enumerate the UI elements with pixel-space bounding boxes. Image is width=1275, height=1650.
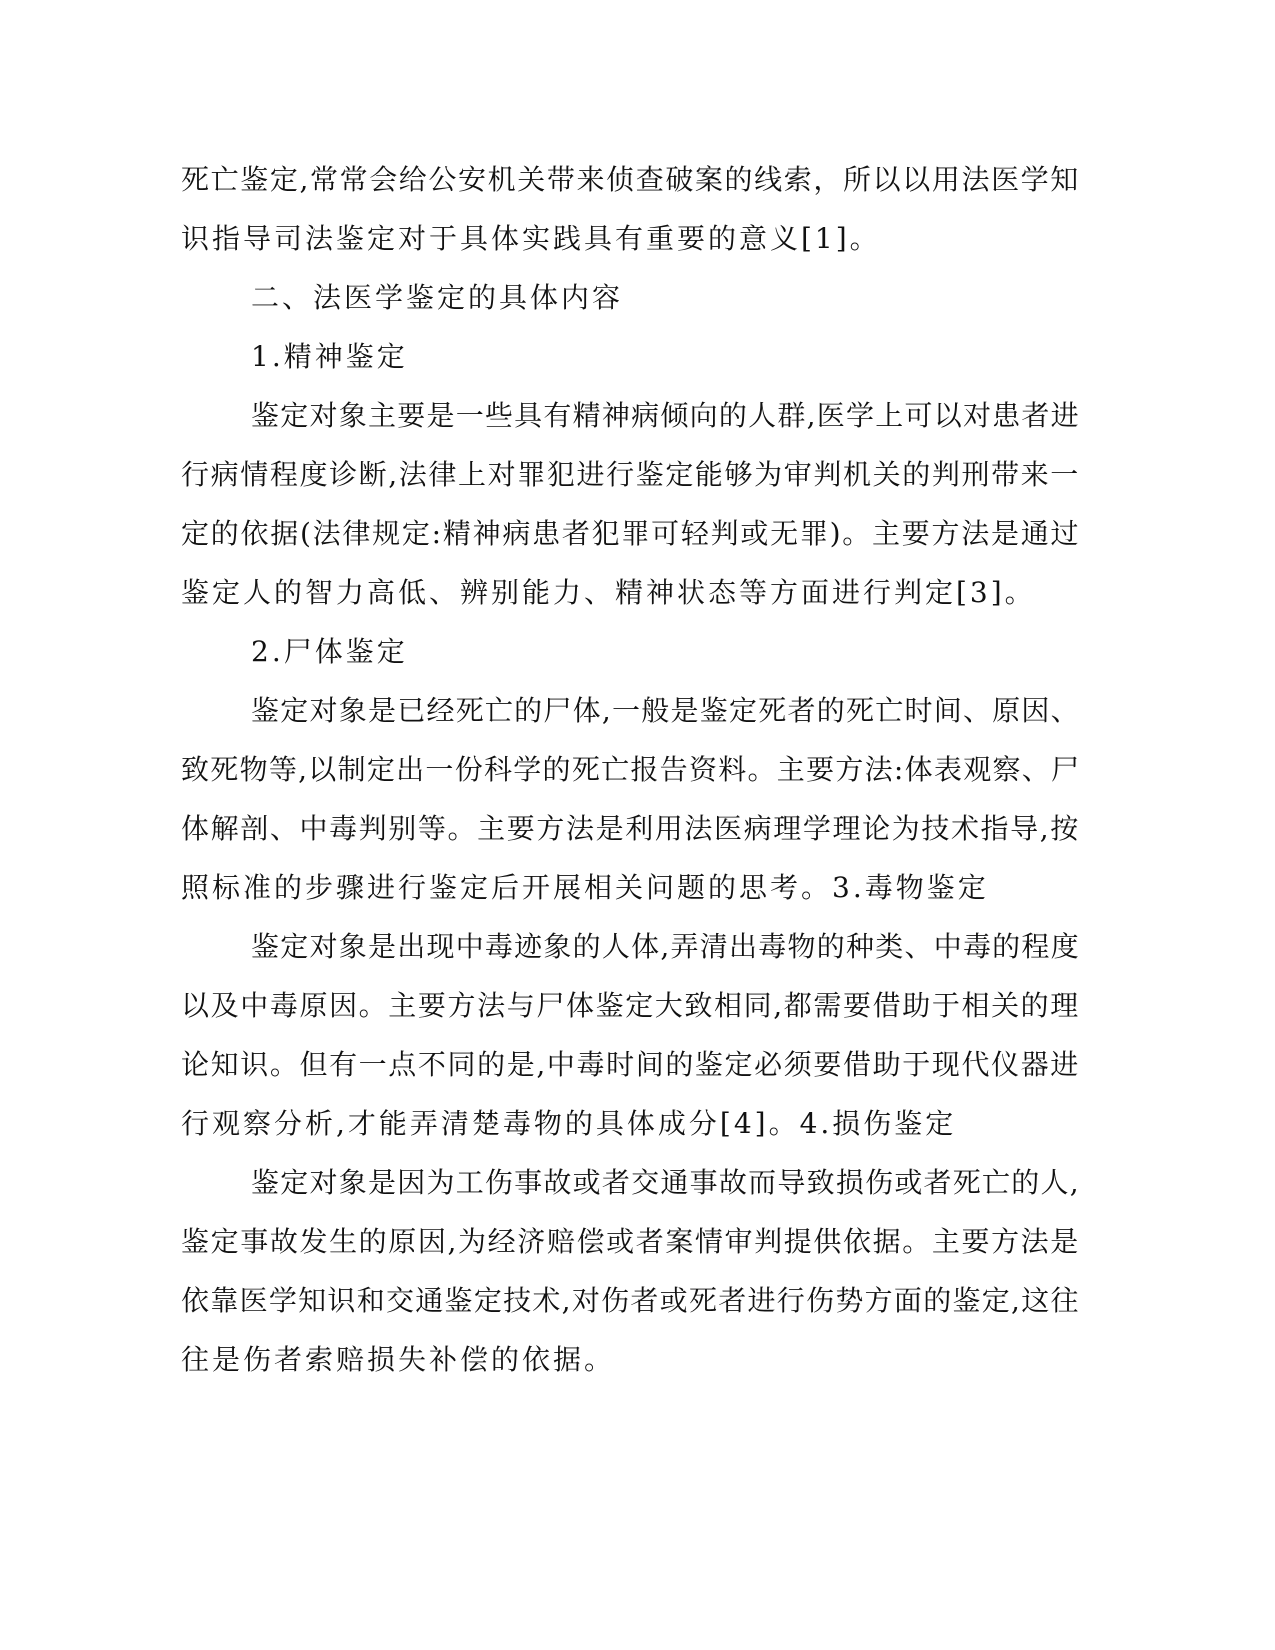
text-line: 鉴定对象是出现中毒迹象的人体,弄清出毒物的种类、中毒的程度 [251, 930, 1080, 963]
text-line: 以及中毒原因。主要方法与尸体鉴定大致相同,都需要借助于相关的理 [181, 989, 1080, 1022]
text-line: 往是伤者索赔损失补偿的依据。 [181, 1343, 616, 1376]
text-line: 论知识。但有一点不同的是,中毒时间的鉴定必须要借助于现代仪器进 [181, 1048, 1080, 1081]
text-line: 行病情程度诊断,法律上对罪犯进行鉴定能够为审判机关的判刑带来一 [181, 458, 1080, 491]
text-line: 鉴定事故发生的原因,为经济赔偿或者案情审判提供依据。主要方法是 [181, 1225, 1080, 1258]
subsection-heading: 1.精神鉴定 [251, 340, 408, 373]
text-line: 照标准的步骤进行鉴定后开展相关问题的思考。3.毒物鉴定 [181, 871, 989, 904]
text-line: 行观察分析,才能弄清楚毒物的具体成分[4]。4.损伤鉴定 [181, 1107, 957, 1140]
text-line: 鉴定人的智力高低、辨别能力、精神状态等方面进行判定[3]。 [181, 576, 1036, 609]
text-line: 鉴定对象是已经死亡的尸体,一般是鉴定死者的死亡时间、原因、 [251, 694, 1080, 727]
text-line: 体解剖、中毒判别等。主要方法是利用法医病理学理论为技术指导,按 [181, 812, 1080, 845]
text-line: 依靠医学知识和交通鉴定技术,对伤者或死者进行伤势方面的鉴定,这往 [181, 1284, 1080, 1317]
text-line: 鉴定对象是因为工伤事故或者交通事故而导致损伤或者死亡的人, [251, 1166, 1080, 1199]
text-line: 致死物等,以制定出一份科学的死亡报告资料。主要方法:体表观察、尸 [181, 753, 1081, 786]
text-line: 识指导司法鉴定对于具体实践具有重要的意义[1]。 [181, 222, 881, 255]
section-heading: 二、法医学鉴定的具体内容 [251, 281, 624, 314]
subsection-heading: 2.尸体鉴定 [251, 635, 408, 668]
text-line: 定的依据(法律规定:精神病患者犯罪可轻判或无罪)。主要方法是通过 [181, 517, 1081, 550]
text-line: 鉴定对象主要是一些具有精神病倾向的人群,医学上可以对患者进 [251, 399, 1080, 432]
text-line: 死亡鉴定,常常会给公安机关带来侦查破案的线索，所以以用法医学知 [181, 163, 1080, 196]
